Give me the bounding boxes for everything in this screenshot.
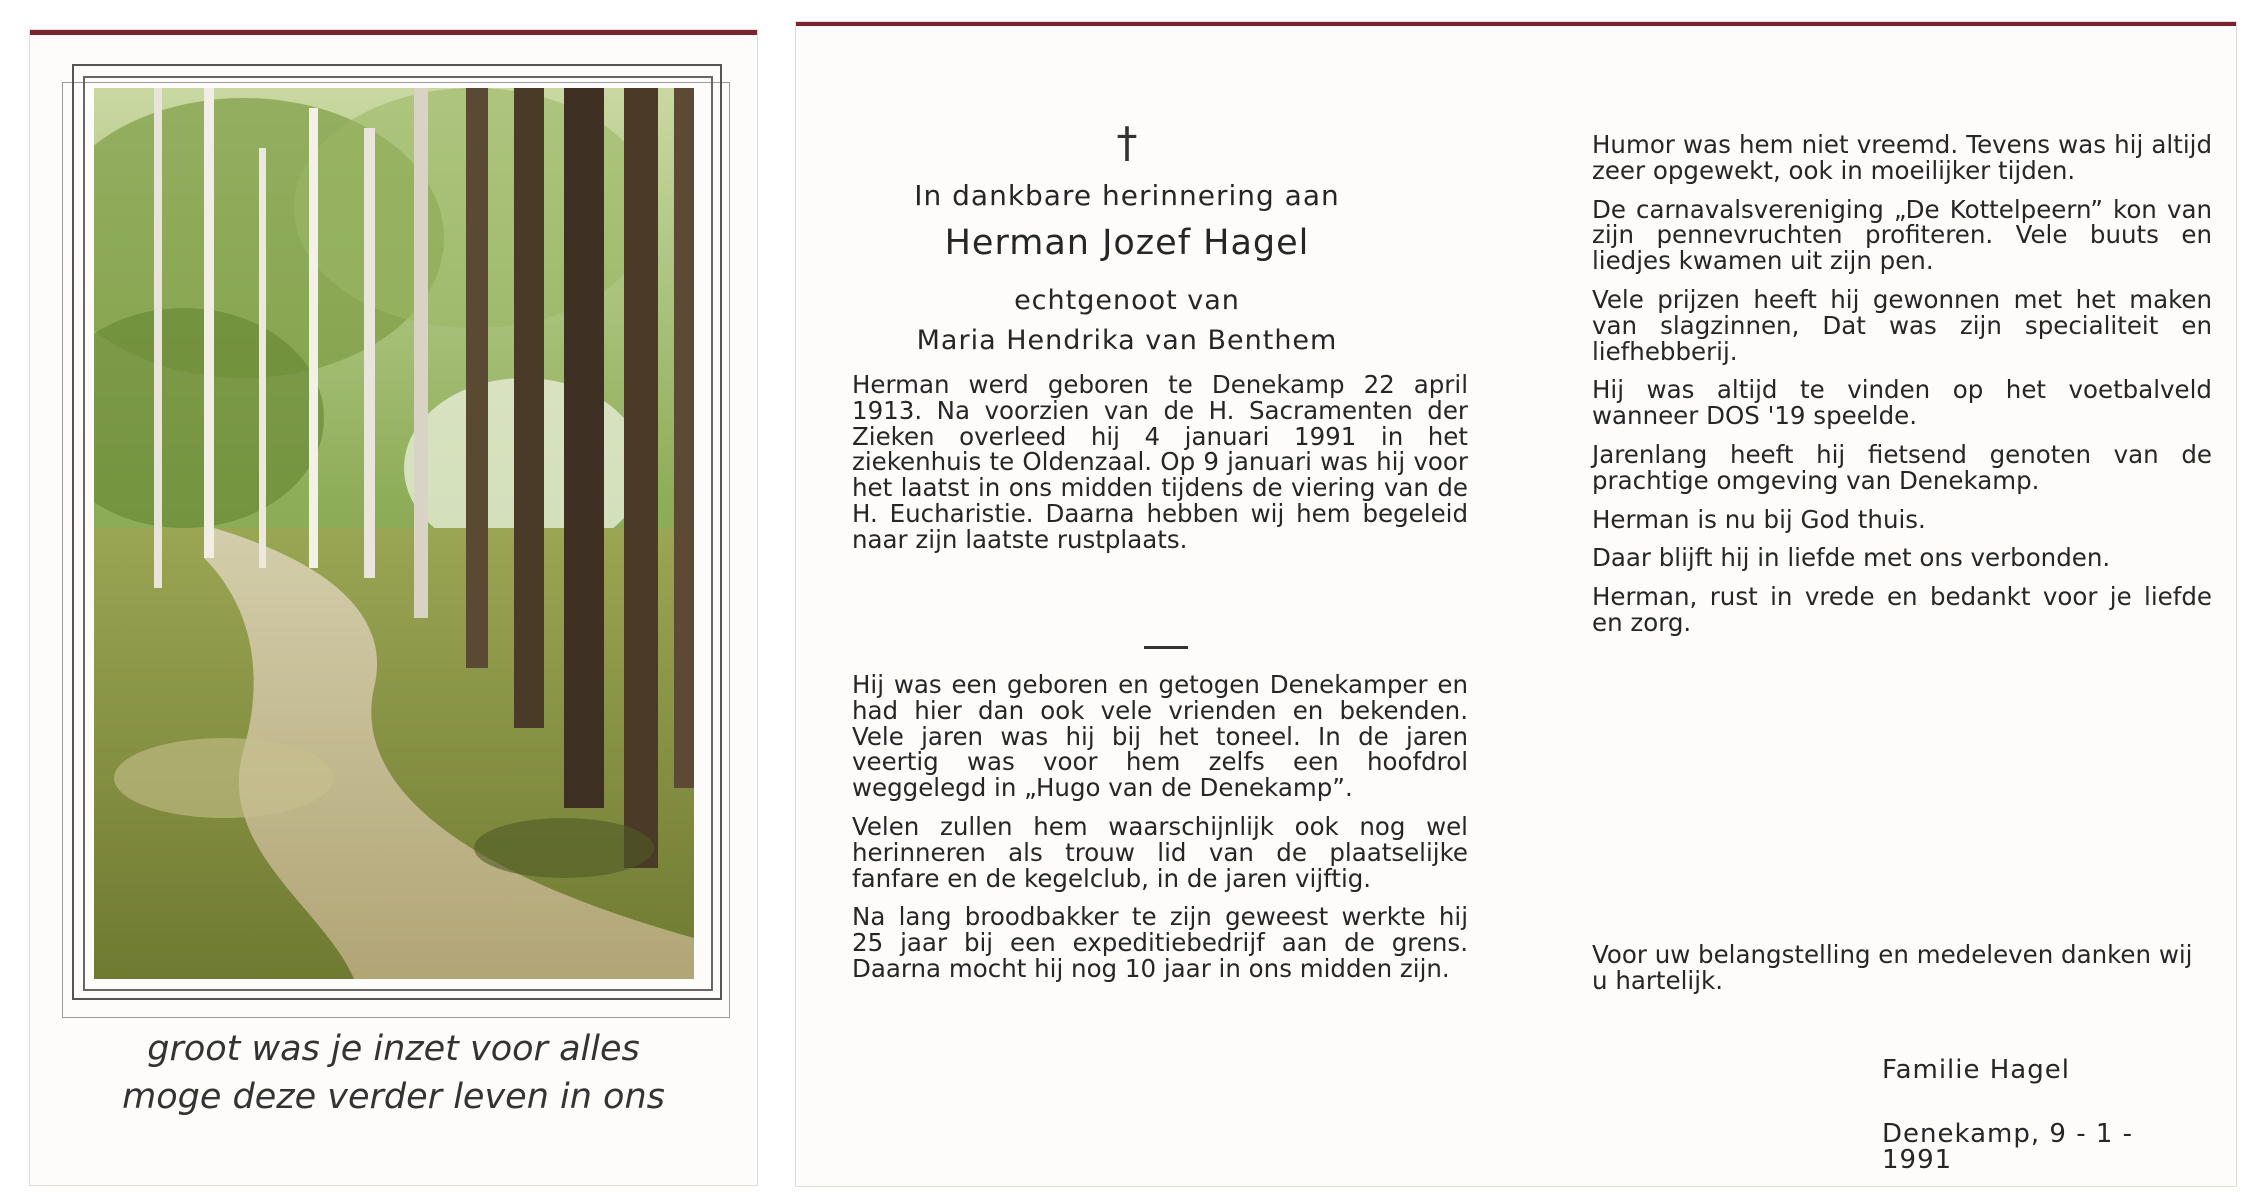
right-paragraph-7: Daar blijft hij in liefde met ons verbonden. bbox=[1592, 543, 2111, 573]
right-paragraph-2: De carnavalsvereniging „De Kottelpeern” kon van zijn pennevruchten profiteren. Vele buuts en liedjes kwamen uit zijn pen. bbox=[1592, 194, 2212, 276]
family-signature: Familie Hagel bbox=[1882, 1055, 2070, 1085]
cross-icon: † bbox=[1116, 118, 1138, 167]
biography-paragraph-2: Hij was een geboren en getogen Denekamper en had hier dan ook vele vrienden en bekenden. Vele jaren was hij bij het toneel. In de jaren veertig was voor hem zelfs een hoofdrol weggelegd in „Hugo van de Denekamp”. bbox=[852, 670, 1468, 803]
forest-path-image bbox=[94, 88, 694, 979]
right-column-text bbox=[1592, 132, 2212, 649]
biography-paragraph-1: Herman werd geboren te Denekamp 22 april 1913. Na voorzien van de H. Sacramenten der Zieken overleed hij 4 januari 1991 in het ziekenhuis te Oldenzaal. Op 9 januari was hij voor het laatst in ons midden tijdens de viering van de H. Eucharistie. Daarna hebben wij hem begeleid naar zijn laatste rustplaats. bbox=[852, 370, 1468, 554]
memorial-verse bbox=[30, 1025, 757, 1121]
place-date: Denekamp, 9 - 1 - 1991 bbox=[1882, 1119, 2134, 1175]
right-paragraph-1: Humor was hem niet vreemd. Tevens was hij altijd zeer opgewekt, ook in moeilijker tijden. bbox=[1592, 130, 2212, 185]
verse-line-1: groot was je inzet voor alles bbox=[147, 1029, 640, 1069]
right-paragraph-4: Hij was altijd te vinden op het voetbalveld wanneer DOS '19 speelde. bbox=[1592, 375, 2212, 431]
biography-paragraph-3: Velen zullen hem waarschijnlijk ook nog wel herinneren als trouw lid van de plaatselijke fanfare en de kegelclub, in de jaren vijftig. bbox=[852, 811, 1468, 893]
thanks-text: Voor uw belangstelling en medeleven danken wij u hartelijk. bbox=[1592, 940, 2193, 995]
right-paragraph-6: Herman is nu bij God thuis. bbox=[1592, 504, 1926, 534]
biography-paragraph-4: Na lang broodbakker te zijn geweest werkte hij 25 jaar bij een expeditiebedrijf aan de grens. Daarna mocht hij nog 10 jaar in ons midden zijn. bbox=[852, 902, 1468, 983]
spouse-label: echtgenoot van bbox=[1014, 285, 1240, 316]
deceased-name: Herman Jozef Hagel bbox=[944, 223, 1310, 263]
section-divider bbox=[1144, 646, 1188, 649]
right-paragraph-5: Jarenlang heeft hij fietsend genoten van de prachtige omgeving van Denekamp. bbox=[1592, 439, 2212, 495]
intro-text: In dankbare herinnering aan bbox=[914, 179, 1340, 212]
card-inside bbox=[796, 22, 2236, 1186]
right-paragraph-3: Vele prijzen heeft hij gewonnen met het maken van slagzinnen, Dat was zijn specialiteit en liefhebberij. bbox=[1592, 284, 2212, 366]
card-front bbox=[30, 30, 757, 1185]
forest-path-photo bbox=[94, 88, 694, 979]
verse-line-2: moge deze verder leven in ons bbox=[122, 1077, 665, 1117]
spouse-name: Maria Hendrika van Benthem bbox=[916, 325, 1338, 356]
biography-block bbox=[852, 672, 1468, 995]
right-paragraph-8: Herman, rust in vrede en bedankt voor je liefde en zorg. bbox=[1592, 582, 2212, 637]
